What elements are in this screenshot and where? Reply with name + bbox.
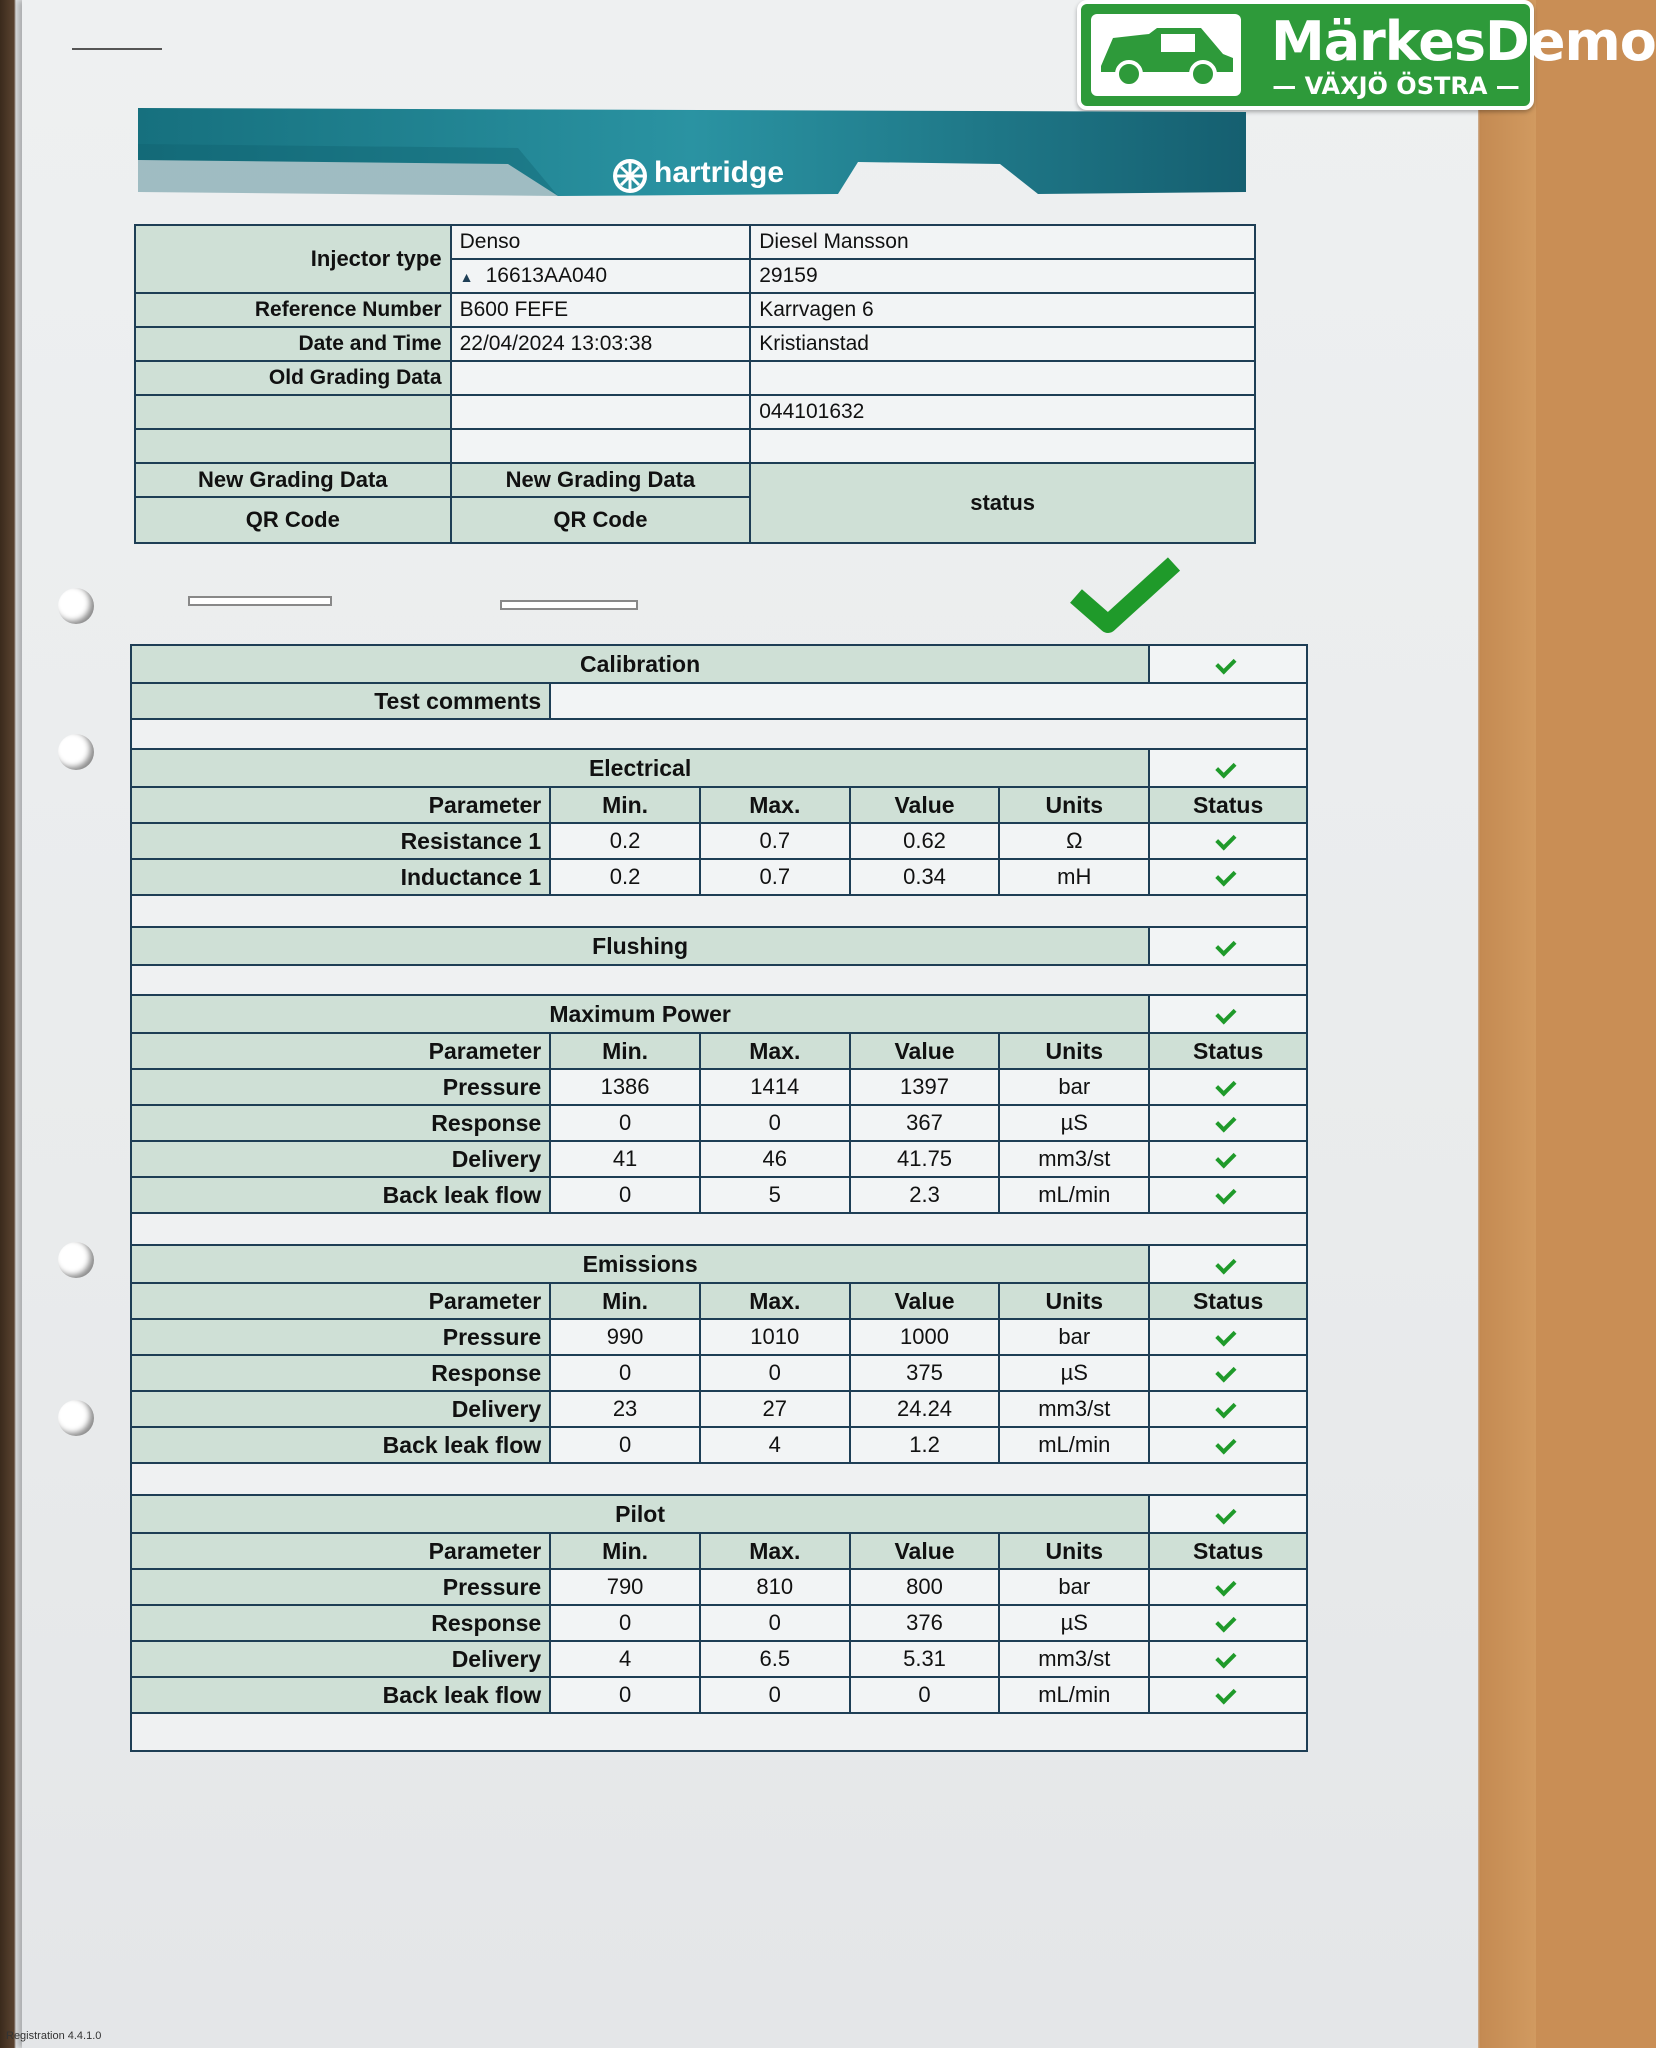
max-header: Max. [700,787,850,823]
units: mm3/st [999,1391,1149,1427]
spacer-row [131,1713,1307,1751]
parameter-name: Response [131,1355,550,1391]
max-value: 4 [700,1427,850,1463]
section-title-maximum-power: Maximum Power [131,995,1149,1033]
row-status [1149,1141,1307,1177]
value-header: Value [850,787,1000,823]
table-row [131,1177,1307,1213]
min-value: 23 [550,1391,700,1427]
min-header: Min. [550,787,700,823]
table-row [131,1605,1307,1641]
units: µS [999,1105,1149,1141]
units: Ω [999,823,1149,859]
value-header: Value [850,1533,1000,1569]
parameter-header: Parameter [131,1033,550,1069]
section-title-pilot: Pilot [131,1495,1149,1533]
check-icon [1215,935,1236,956]
flushing-status [1149,927,1307,965]
punch-hole [58,588,94,624]
punch-hole [58,1242,94,1278]
min-value: 0 [550,1355,700,1391]
grading-bar [500,600,638,610]
grading-bar [188,596,332,606]
table-row [131,1391,1307,1427]
check-icon [1215,1003,1236,1024]
check-icon [1215,1397,1236,1418]
info-blank-label [135,395,451,429]
min-value: 0 [550,1427,700,1463]
parameter-header: Parameter [131,1283,550,1319]
max-value: 0 [700,1605,850,1641]
status-header: Status [1149,787,1307,823]
test-comments-value [550,683,1307,719]
table-row [131,1641,1307,1677]
row-status [1149,1427,1307,1463]
check-icon [1215,1147,1236,1168]
measured-value: 0.62 [850,823,1000,859]
section-title-flushing: Flushing [131,927,1149,965]
hartridge-logo-icon [612,158,648,194]
old-grading-value [451,361,751,395]
table-row [131,1677,1307,1713]
row-status [1149,1391,1307,1427]
parameter-name: Delivery [131,1391,550,1427]
measured-value: 41.75 [850,1141,1000,1177]
spacer-row [131,1463,1307,1495]
customer-postcode: 29159 [750,259,1255,293]
parameter-name: Response [131,1105,550,1141]
logo-city: — VÄXJÖ ÖSTRA — [1272,72,1520,100]
overall-pass-check-icon [1070,558,1180,634]
check-icon [1215,1183,1236,1204]
emissions-status [1149,1245,1307,1283]
spacer-row [131,965,1307,995]
min-value: 1386 [550,1069,700,1105]
check-icon [1215,1325,1236,1346]
status-header: Status [1149,1283,1307,1319]
row-status [1149,1677,1307,1713]
units: bar [999,1569,1149,1605]
parameter-header: Parameter [131,1533,550,1569]
section-title-emissions: Emissions [131,1245,1149,1283]
electrical-status [1149,749,1307,787]
min-header: Min. [550,1533,700,1569]
min-value: 0.2 [550,859,700,895]
registration-footer: Registration 4.4.1.0 [6,2030,102,2042]
measured-value: 0.34 [850,859,1000,895]
table-row [131,823,1307,859]
table-row [131,1105,1307,1141]
units: mL/min [999,1427,1149,1463]
injector-type-label: Injector type [135,225,451,293]
units-header: Units [999,787,1149,823]
section-title-calibration: Calibration [131,645,1149,683]
punch-hole [58,734,94,770]
value-header: Value [850,1283,1000,1319]
new-grading-label: New Grading Data [135,463,451,497]
parameter-name: Back leak flow [131,1427,550,1463]
measured-value: 1.2 [850,1427,1000,1463]
measured-value: 5.31 [850,1641,1000,1677]
min-value: 0 [550,1177,700,1213]
punch-hole [58,1400,94,1436]
min-value: 4 [550,1641,700,1677]
results-table [130,644,1308,1752]
dealer-logo [1077,0,1656,110]
check-icon [1215,653,1236,674]
units: mL/min [999,1677,1149,1713]
person-icon: ▲ [459,269,474,285]
table-row [131,859,1307,895]
check-icon [1215,1575,1236,1596]
min-value: 0.2 [550,823,700,859]
max-header: Max. [700,1283,850,1319]
row-status [1149,1069,1307,1105]
max-value: 0 [700,1355,850,1391]
max-value: 0 [700,1105,850,1141]
units: µS [999,1605,1149,1641]
paper-mark [72,48,162,50]
max-value: 27 [700,1391,850,1427]
max-header: Max. [700,1533,850,1569]
units: µS [999,1355,1149,1391]
parameter-name: Back leak flow [131,1677,550,1713]
check-icon [1215,1433,1236,1454]
table-row [131,1319,1307,1355]
min-value: 41 [550,1141,700,1177]
row-status [1149,1605,1307,1641]
parameter-name: Inductance 1 [131,859,550,895]
hartridge-brand: hartridge [654,156,785,189]
maximum-power-status [1149,995,1307,1033]
parameter-name: Pressure [131,1569,550,1605]
max-value: 6.5 [700,1641,850,1677]
check-icon [1215,1361,1236,1382]
injector-info-table [134,224,1256,544]
parameter-name: Back leak flow [131,1177,550,1213]
measured-value: 0 [850,1677,1000,1713]
units-header: Units [999,1283,1149,1319]
parameter-name: Response [131,1605,550,1641]
max-value: 1414 [700,1069,850,1105]
check-icon [1215,1611,1236,1632]
units: bar [999,1319,1149,1355]
row-status [1149,859,1307,895]
injector-part-number: ▲ 16613AA040 [451,259,751,293]
customer-phone: 044101632 [750,395,1255,429]
table-row [131,1427,1307,1463]
customer-street: Karrvagen 6 [750,293,1255,327]
max-value: 0 [700,1677,850,1713]
test-comments-label: Test comments [131,683,550,719]
spacer-row [131,1213,1307,1245]
measured-value: 800 [850,1569,1000,1605]
parameter-name: Pressure [131,1319,550,1355]
new-grading-header: New Grading Data [451,463,751,497]
units-header: Units [999,1533,1149,1569]
units-header: Units [999,1033,1149,1069]
row-status [1149,1177,1307,1213]
table-row [131,1141,1307,1177]
max-value: 810 [700,1569,850,1605]
customer-city: Kristianstad [750,327,1255,361]
customer-name: Diesel Mansson [750,225,1255,259]
max-value: 5 [700,1177,850,1213]
row-status [1149,1569,1307,1605]
info-blank-value [451,429,751,463]
max-value: 46 [700,1141,850,1177]
check-icon [1215,1683,1236,1704]
status-header: Status [1149,1033,1307,1069]
min-value: 790 [550,1569,700,1605]
max-value: 0.7 [700,859,850,895]
old-grading-label: Old Grading Data [135,361,451,395]
qr-code-header: QR Code [451,497,751,543]
check-icon [1215,1647,1236,1668]
status-header: Status [1149,1533,1307,1569]
value-header: Value [850,1033,1000,1069]
status-header: status [750,463,1255,543]
check-icon [1215,1111,1236,1132]
logo-brand: MärkesDemo [1271,10,1656,73]
info-blank-value [451,395,751,429]
injector-brand: Denso [451,225,751,259]
measured-value: 376 [850,1605,1000,1641]
section-title-electrical: Electrical [131,749,1149,787]
min-header: Min. [550,1033,700,1069]
parameter-header: Parameter [131,787,550,823]
check-icon [1215,1075,1236,1096]
reference-number-label: Reference Number [135,293,451,327]
max-value: 1010 [700,1319,850,1355]
table-row [131,1355,1307,1391]
check-icon [1215,1253,1236,1274]
spacer-row [131,719,1307,749]
row-status [1149,1105,1307,1141]
table-row [131,1569,1307,1605]
measured-value: 24.24 [850,1391,1000,1427]
car-icon [1091,14,1241,96]
spacer-row [131,895,1307,927]
max-value: 0.7 [700,823,850,859]
check-icon [1215,865,1236,886]
units: mH [999,859,1149,895]
row-status [1149,1641,1307,1677]
parameter-name: Resistance 1 [131,823,550,859]
reference-number: B600 FEFE [451,293,751,327]
parameter-name: Delivery [131,1141,550,1177]
table-row [131,1069,1307,1105]
info-blank-label [135,429,451,463]
customer-extra [750,429,1255,463]
pilot-status [1149,1495,1307,1533]
units: mL/min [999,1177,1149,1213]
row-status [1149,823,1307,859]
check-icon [1215,757,1236,778]
units: mm3/st [999,1141,1149,1177]
check-icon [1215,829,1236,850]
qr-code-label: QR Code [135,497,451,543]
measured-value: 2.3 [850,1177,1000,1213]
date-time: 22/04/2024 13:03:38 [451,327,751,361]
measured-value: 367 [850,1105,1000,1141]
units: mm3/st [999,1641,1149,1677]
row-status [1149,1319,1307,1355]
min-value: 0 [550,1605,700,1641]
measured-value: 1397 [850,1069,1000,1105]
check-icon [1215,1503,1236,1524]
max-header: Max. [700,1033,850,1069]
units: bar [999,1069,1149,1105]
measured-value: 1000 [850,1319,1000,1355]
min-value: 0 [550,1677,700,1713]
customer-extra [750,361,1255,395]
parameter-name: Pressure [131,1069,550,1105]
row-status [1149,1355,1307,1391]
calibration-status [1149,645,1307,683]
min-value: 0 [550,1105,700,1141]
min-header: Min. [550,1283,700,1319]
min-value: 990 [550,1319,700,1355]
measured-value: 375 [850,1355,1000,1391]
parameter-name: Delivery [131,1641,550,1677]
date-time-label: Date and Time [135,327,451,361]
